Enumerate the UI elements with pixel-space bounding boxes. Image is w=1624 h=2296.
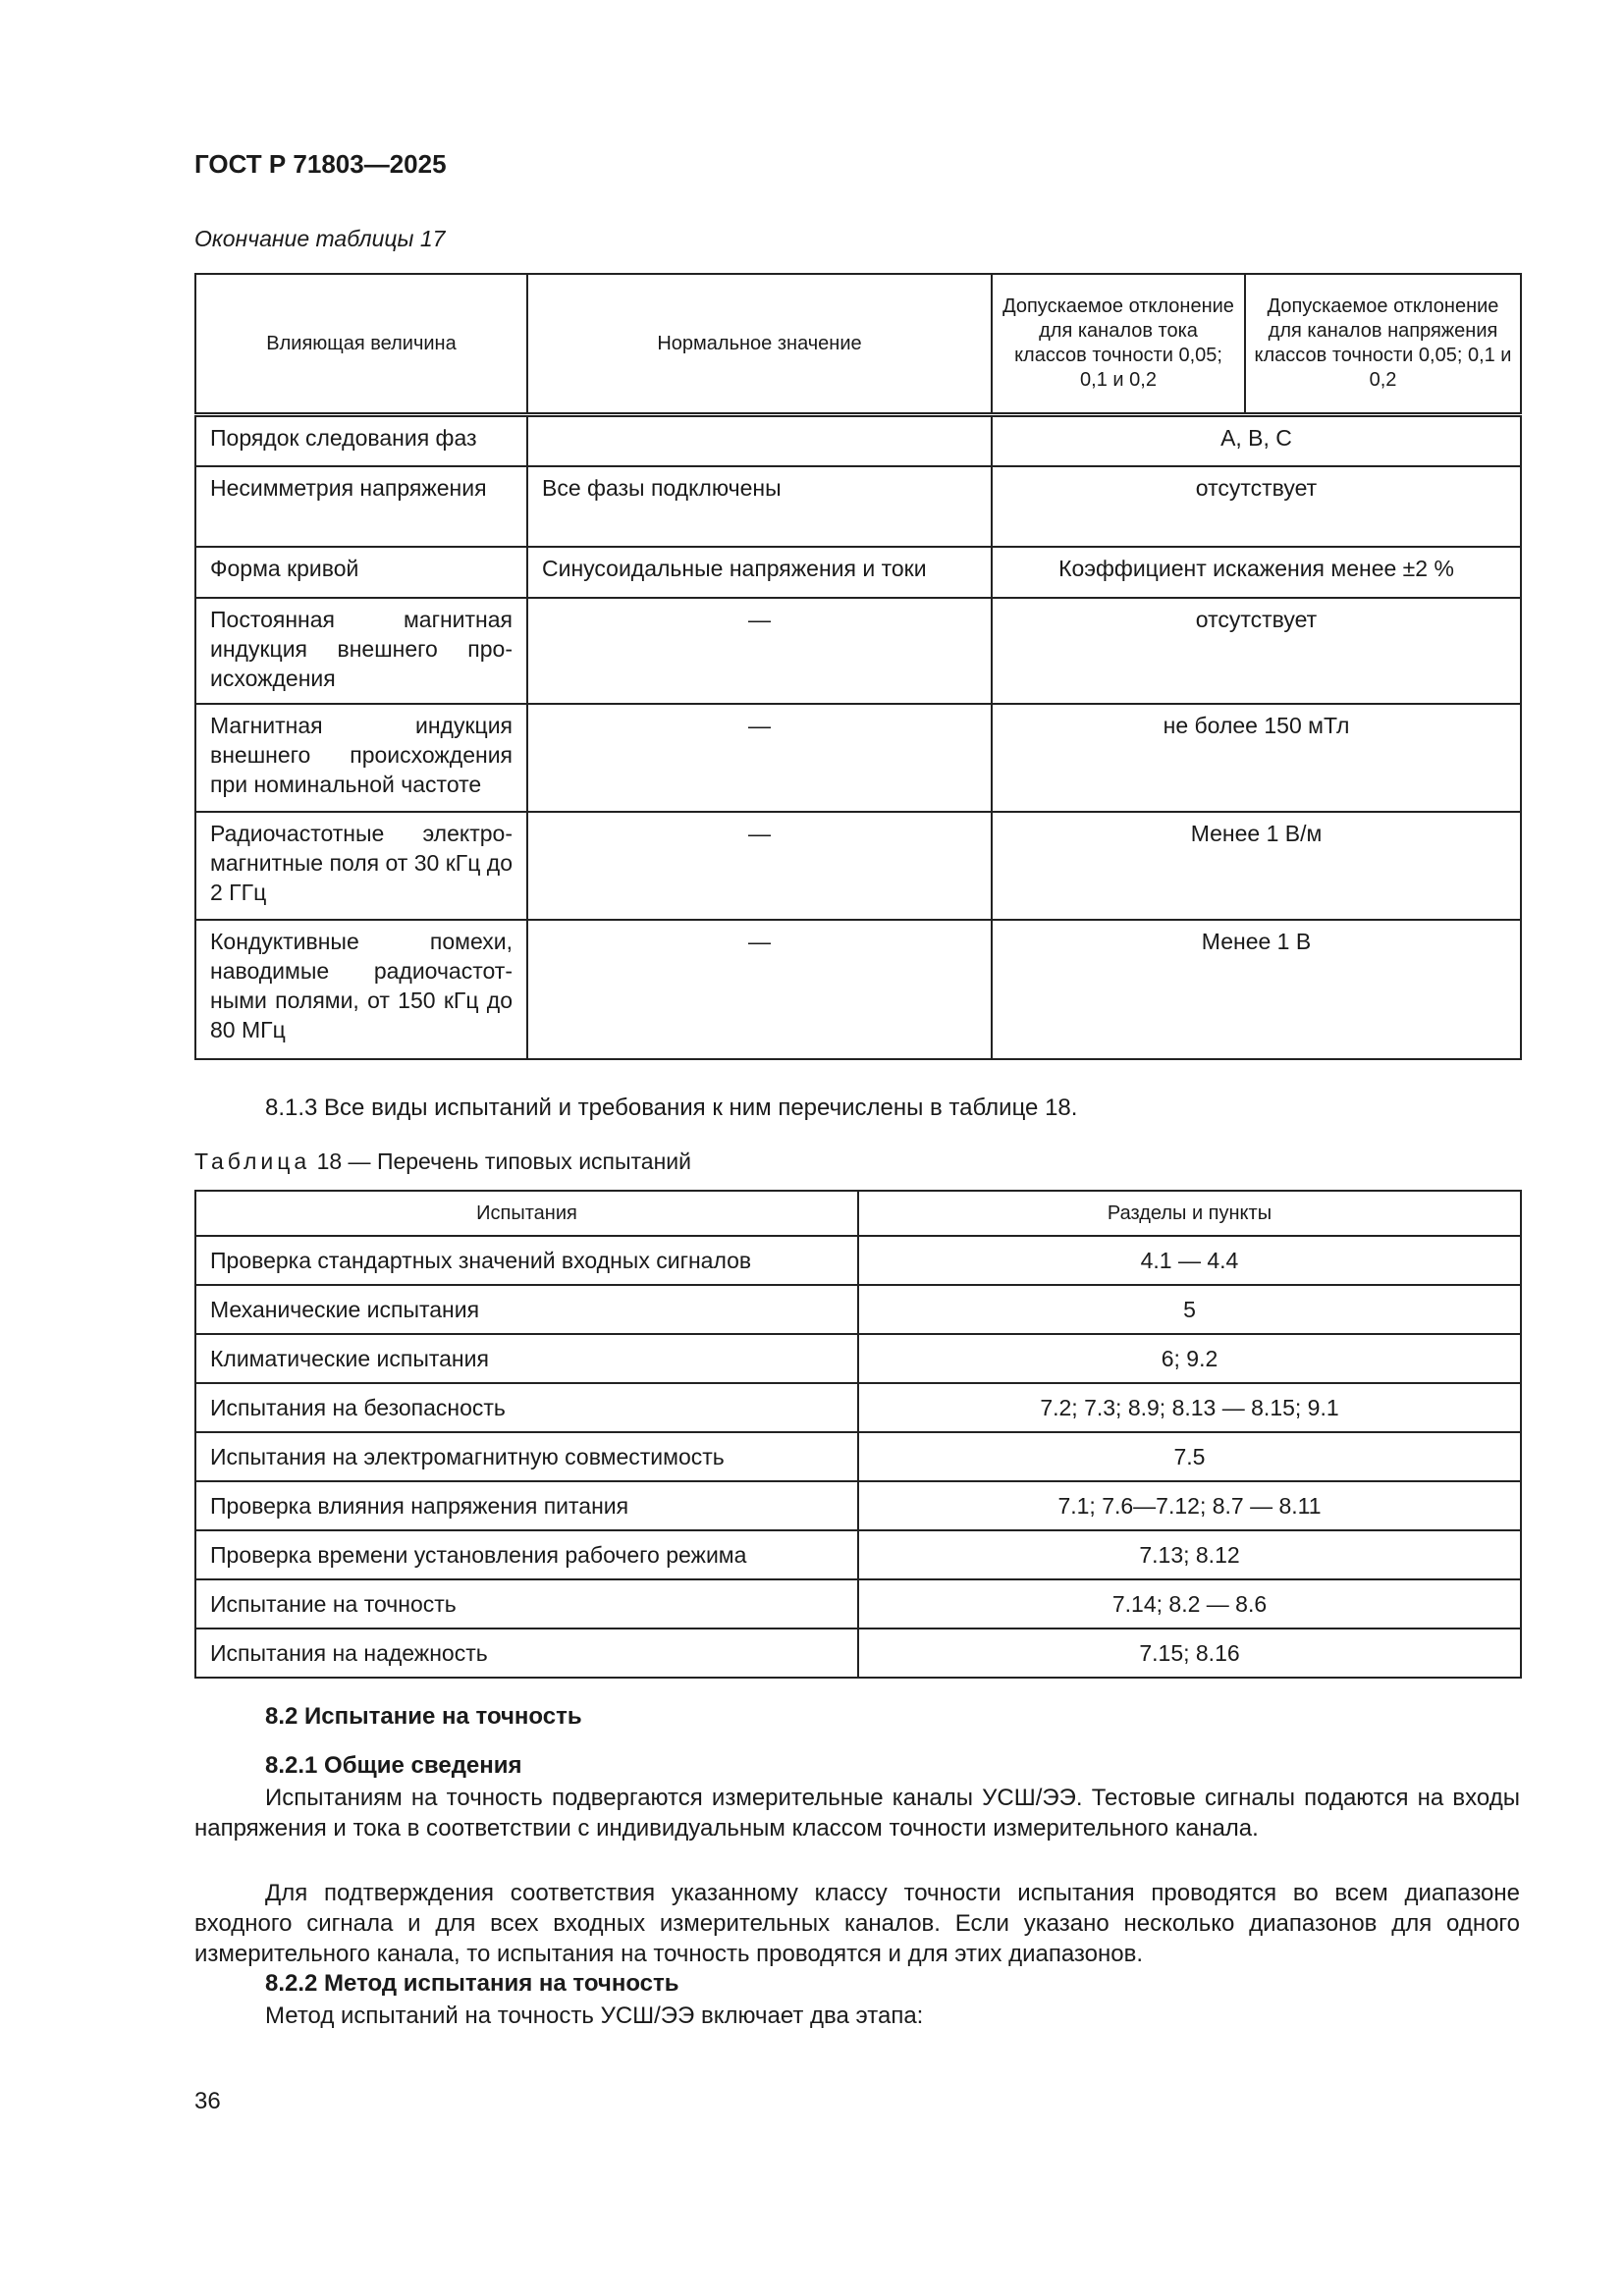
table-row — [195, 1236, 1521, 1285]
cell-deviation: A, B, C — [992, 415, 1521, 466]
cell-test: Испытания на надежность — [195, 1629, 858, 1678]
table-row — [195, 1432, 1521, 1481]
column-header: Испытания — [195, 1191, 858, 1236]
page-number: 36 — [194, 2088, 221, 2114]
cell-sections: 7.15; 8.16 — [858, 1629, 1521, 1678]
paragraph: Для подтверждения соответствия указанному классу точности испытания проводятся во всем диапазоне входного сигнала и для всех входных измерительных каналов. Если указано несколько диапазонов для одного измерительного канала, то испытания на точность проводятся и для этих диапазонов. — [194, 1880, 1520, 1967]
cell-test: Проверка влияния напряжения питания — [195, 1481, 858, 1530]
column-header: Разделы и пункты — [858, 1191, 1521, 1236]
cell-quantity: Порядок следования фаз — [195, 415, 527, 466]
table-row — [195, 704, 1521, 812]
cell-sections: 4.1 — 4.4 — [858, 1236, 1521, 1285]
cell-normal — [527, 415, 992, 466]
table-row — [195, 415, 1521, 466]
table-row — [195, 1579, 1521, 1629]
table-row — [195, 547, 1521, 598]
paragraph: Испытаниям на точность подвергаются измерительные каналы УСШ/ЭЭ. Тестовые сигналы подаются на входы напряжения и тока в соответствии с индивидуальным классом точности измерительного канала. — [194, 1785, 1520, 1842]
table-row — [195, 598, 1521, 704]
cell-deviation: отсутствует — [992, 466, 1521, 547]
cell-normal: — — [527, 812, 992, 920]
cell-deviation: не более 150 мТл — [992, 704, 1521, 812]
section-8-2-1-title: 8.2.1 Общие сведения — [265, 1752, 522, 1779]
table-row — [195, 1629, 1521, 1678]
cell-deviation: Менее 1 В/м — [992, 812, 1521, 920]
table18-caption-label: Таблица — [194, 1148, 311, 1174]
cell-quantity: Форма кривой — [195, 547, 527, 598]
table-17 — [194, 273, 1522, 1060]
table-row — [195, 1481, 1521, 1530]
table-row — [195, 1334, 1521, 1383]
cell-sections: 6; 9.2 — [858, 1334, 1521, 1383]
cell-test: Проверка времени установления рабочего режима — [195, 1530, 858, 1579]
table17-caption: Окончание таблицы 17 — [194, 226, 446, 251]
cell-quantity: Магнитная индукция внешнего происхождения при номинальной частоте — [195, 704, 527, 812]
table-row — [195, 1285, 1521, 1334]
cell-deviation: отсутствует — [992, 598, 1521, 704]
cell-sections: 5 — [858, 1285, 1521, 1334]
cell-test: Испытания на электромагнитную совместимость — [195, 1432, 858, 1481]
table-header-row — [195, 1191, 1521, 1236]
cell-quantity: Кондуктивные помехи, наводимые радиочастотными полями, от 150 кГц до 80 МГц — [195, 920, 527, 1059]
cell-normal: Все фазы подключены — [527, 466, 992, 547]
cell-sections: 7.13; 8.12 — [858, 1530, 1521, 1579]
section-8-2-2-title: 8.2.2 Метод испытания на точность — [265, 1970, 679, 1997]
cell-test: Климатические испытания — [195, 1334, 858, 1383]
column-header: Влияющая величина — [195, 274, 527, 415]
table-row — [195, 1530, 1521, 1579]
table-18 — [194, 1190, 1522, 1679]
cell-sections: 7.1; 7.6—7.12; 8.7 — 8.11 — [858, 1481, 1521, 1530]
column-header: Допускаемое отклонение для каналов напряжения классов точности 0,05; 0,1 и 0,2 — [1245, 274, 1521, 415]
table18-caption-title: 18 — Перечень типовых испытаний — [316, 1148, 691, 1174]
column-header: Нормальное значение — [527, 274, 992, 415]
table-row — [195, 812, 1521, 920]
cell-deviation: Менее 1 В — [992, 920, 1521, 1059]
column-header: Допускаемое отклонение для каналов тока классов точности 0,05; 0,1 и 0,2 — [992, 274, 1245, 415]
paragraph-8-1-3: 8.1.3 Все виды испытаний и требования к ним перечислены в таблице 18. — [265, 1095, 1078, 1121]
section-8-2-title: 8.2 Испытание на точность — [265, 1703, 582, 1730]
cell-quantity: Радиочастотные электромагнитные поля от 30 кГц до 2 ГГц — [195, 812, 527, 920]
cell-sections: 7.2; 7.3; 8.9; 8.13 — 8.15; 9.1 — [858, 1383, 1521, 1432]
table-row — [195, 920, 1521, 1059]
cell-test: Испытание на точность — [195, 1579, 858, 1629]
table-header-row — [195, 274, 1521, 415]
cell-sections: 7.5 — [858, 1432, 1521, 1481]
cell-test: Механические испытания — [195, 1285, 858, 1334]
document-header: ГОСТ Р 71803—2025 — [194, 149, 447, 179]
cell-sections: 7.14; 8.2 — 8.6 — [858, 1579, 1521, 1629]
paragraph: Метод испытаний на точность УСШ/ЭЭ включает два этапа: — [265, 2002, 924, 2029]
cell-normal: Синусоидальные напряжения и токи — [527, 547, 992, 598]
cell-normal: — — [527, 598, 992, 704]
table-row — [195, 1383, 1521, 1432]
cell-normal: — — [527, 920, 992, 1059]
cell-quantity: Несимметрия напряжения — [195, 466, 527, 547]
table18-caption — [194, 1148, 691, 1175]
cell-normal: — — [527, 704, 992, 812]
cell-quantity: Постоянная магнитная индукция внешнего происхождения — [195, 598, 527, 704]
cell-test: Испытания на безопасность — [195, 1383, 858, 1432]
cell-test: Проверка стандартных значений входных сигналов — [195, 1236, 858, 1285]
cell-deviation: Коэффициент искажения менее ±2 % — [992, 547, 1521, 598]
table-row — [195, 466, 1521, 547]
